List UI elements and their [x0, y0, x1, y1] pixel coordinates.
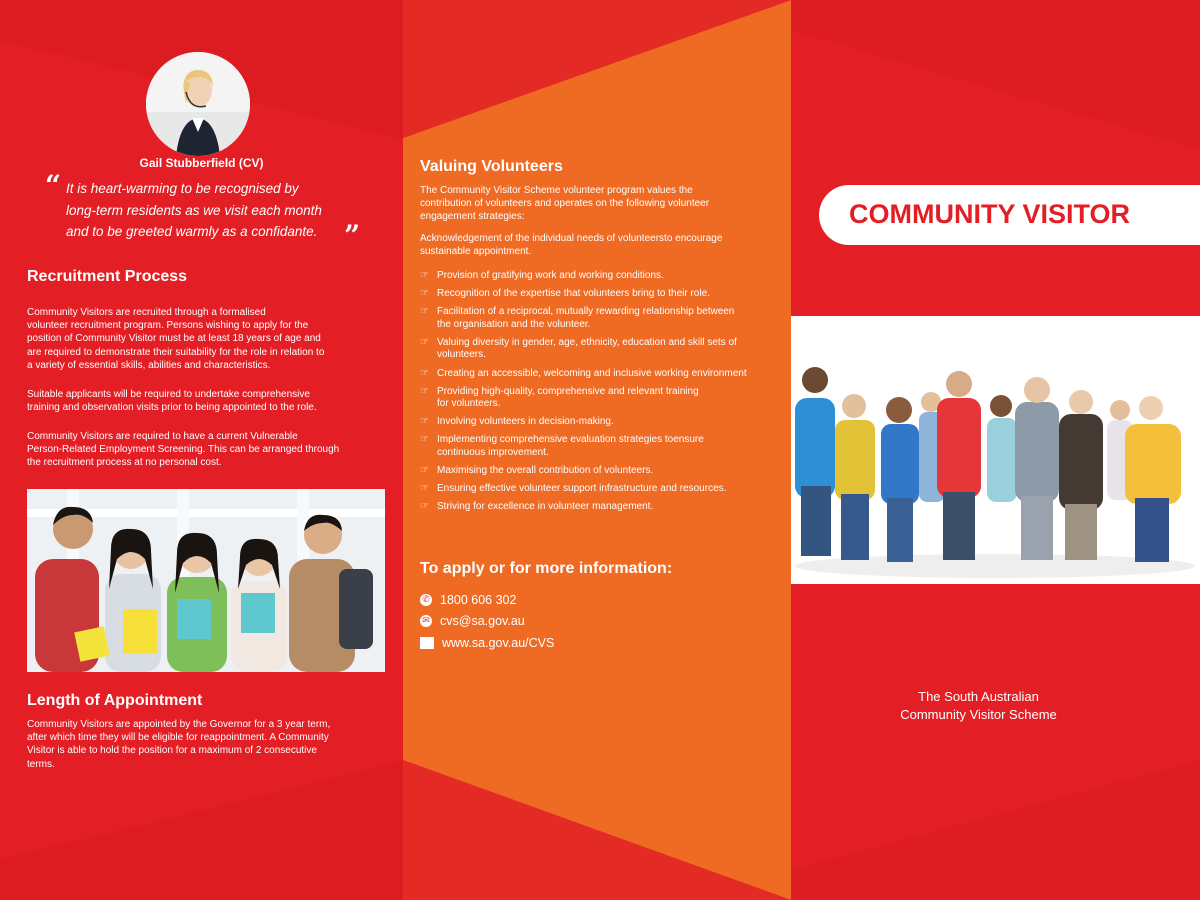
phone-icon: ✆ [420, 594, 432, 606]
right-panel [791, 0, 1200, 900]
testimonial-quote [66, 178, 356, 243]
list-item: ☞ Ensuring effective volunteer support infrastructure and resources. [420, 483, 727, 495]
recruitment-paragraph-1: Community Visitors are recruited through a formalised volunteer recruitment program. Persons wishing to apply for the position of Community Visitor must be at least 18 years of age and are required to demonstrate their suitability for the role in relation to a variety of essential skills, abilities and characteristics. [27, 307, 325, 371]
volunteers-group-photo [791, 316, 1200, 584]
pointing-hand-icon: ☞ [420, 465, 429, 477]
phone-contact [420, 593, 516, 607]
email-icon: ✉ [420, 615, 432, 627]
list-item: ☞ Valuing diversity in gender, age, ethnicity, education and skill sets of volunteers. [420, 336, 737, 361]
pointing-hand-icon: ☞ [420, 336, 429, 348]
quote-line: It is heart-warming to be recognised by [66, 181, 299, 196]
list-item: ☞ Implementing comprehensive evaluation strategies toensure continuous improvement. [420, 434, 704, 459]
valuing-acknowledgement: Acknowledgement of the individual needs of volunteersto encourage sustainable appointment. [420, 233, 723, 258]
pointing-hand-icon: ☞ [420, 501, 429, 513]
valuing-intro: The Community Visitor Scheme volunteer program values the contribution of volunteers and operates on the following volunteer engagement strategies: [420, 185, 710, 223]
volunteer-strategies-list [420, 270, 785, 519]
appointment-paragraph: Community Visitors are appointed by the Governor for a 3 year term, after which time they will be eligible for reappointment. A Community Visitor is able to hold the position for a maximum of 2 consecutive terms. [27, 719, 331, 770]
apply-heading: To apply or for more information: [420, 560, 673, 577]
list-item: ☞ Recognition of the expertise that volunteers bring to their role. [420, 288, 710, 300]
list-item: ☞ Striving for excellence in volunteer management. [420, 501, 654, 513]
recruitment-heading: Recruitment Process [27, 268, 188, 285]
middle-panel [403, 0, 791, 900]
brochure-title: COMMUNITY VISITOR [849, 199, 1131, 229]
quote-line: and to be greeted warmly as a confidante. [66, 224, 318, 239]
pointing-hand-icon: ☞ [420, 288, 429, 300]
students-photo [27, 489, 385, 672]
quote-line: long-term residents as we visit each month [66, 202, 322, 218]
recruitment-paragraph-3: Community Visitors are required to have a current Vulnerable Person-Related Employment Screening. This can be arranged through the recruitment process at no personal cost. [27, 431, 340, 469]
email-link[interactable]: cvs@sa.gov.au [440, 614, 525, 628]
list-item: ☞ Providing high-quality, comprehensive and relevant training for volunteers. [420, 385, 699, 410]
recruitment-paragraph-2: Suitable applicants will be required to undertake comprehensive training and observation visits prior to being appointed to the role. [27, 389, 317, 414]
valuing-volunteers-heading: Valuing Volunteers [420, 158, 563, 175]
list-item: ☞ Provision of gratifying work and working conditions. [420, 270, 664, 281]
scheme-name: The South Australian Community Visitor Scheme [900, 689, 1057, 722]
web-link[interactable]: www.sa.gov.au/CVS [442, 636, 555, 650]
pointing-hand-icon: ☞ [420, 306, 429, 318]
list-item: ☞ Maximising the overall contribution of volunteers. [420, 465, 654, 477]
email-contact [420, 614, 525, 628]
appointment-heading: Length of Appointment [27, 692, 203, 709]
list-item: ☞ Facilitation of a reciprocal, mutually rewarding relationship between the organisation and the volunteer. [420, 306, 735, 330]
left-panel [0, 0, 403, 900]
list-item: ☞ Creating an accessible, welcoming and inclusive working environment [420, 367, 747, 379]
web-contact [420, 636, 554, 650]
quote-close-icon: ” [344, 219, 361, 252]
pointing-hand-icon: ☞ [420, 270, 429, 281]
list-item: ☞ Involving volunteers in decision-making. [420, 416, 614, 428]
web-icon [420, 637, 434, 649]
pointing-hand-icon: ☞ [420, 416, 429, 428]
pointing-hand-icon: ☞ [420, 434, 429, 446]
pointing-hand-icon: ☞ [420, 367, 429, 379]
phone-number: 1800 606 302 [440, 593, 517, 607]
avatar-name: Gail Stubberfield (CV) [139, 156, 264, 170]
avatar [146, 52, 250, 156]
pointing-hand-icon: ☞ [420, 385, 429, 397]
quote-open-icon: “ [45, 169, 62, 202]
pointing-hand-icon: ☞ [420, 483, 429, 495]
